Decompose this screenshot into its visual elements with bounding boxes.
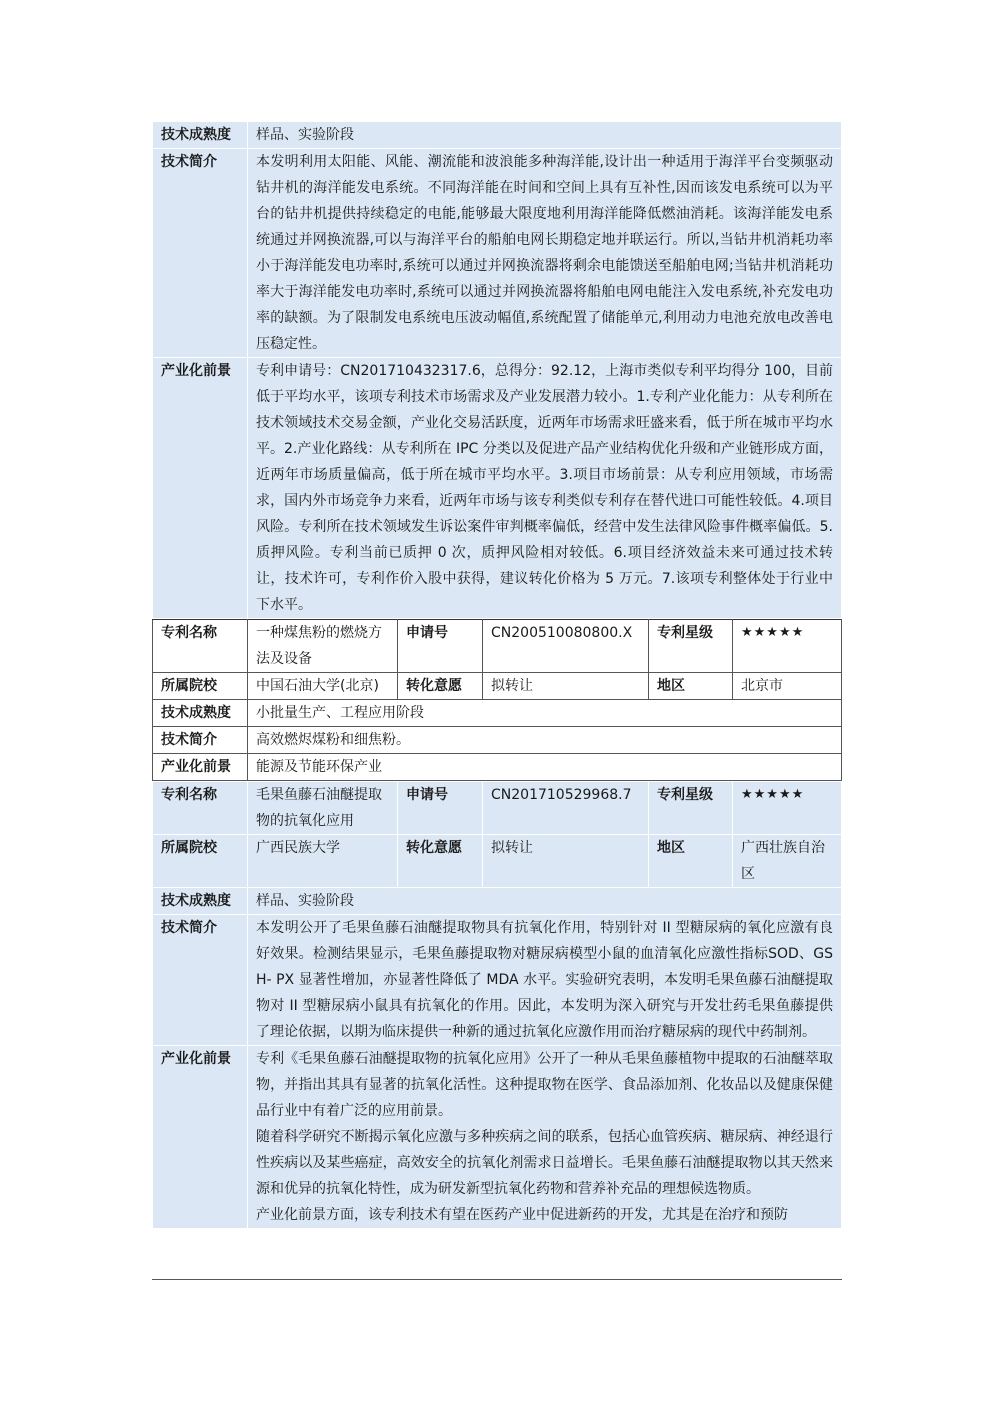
label-star: 专利星级	[649, 782, 733, 835]
row-prospect	[153, 358, 842, 619]
value-school: 中国石油大学(北京)	[248, 673, 398, 700]
value-intent: 拟转让	[483, 835, 649, 888]
value-prospect	[248, 1046, 842, 1229]
row-maturity	[153, 888, 842, 915]
value-app-no: CN201710529968.7	[483, 782, 649, 835]
value-maturity: 样品、实验阶段	[248, 888, 842, 915]
label-prospect: 产业化前景	[153, 358, 248, 619]
row-prospect	[153, 1046, 842, 1229]
label-app-no: 申请号	[398, 620, 483, 673]
value-maturity: 样品、实验阶段	[248, 122, 842, 149]
value-summary: 高效燃烬煤粉和细焦粉。	[248, 727, 842, 754]
value-region: 北京市	[733, 673, 842, 700]
value-maturity: 小批量生产、工程应用阶段	[248, 700, 842, 727]
patent-record-1	[152, 121, 842, 619]
value-school: 广西民族大学	[248, 835, 398, 888]
prospect-paragraph-2: 随着科学研究不断揭示氧化应激与多种疾病之间的联系，包括心血管疾病、糖尿病、神经退行性疾病以及某些癌症，高效安全的抗氧化剂需求日益增长。毛果鱼藤石油醚提取物以其天然来源和优异的抗氧化特性，成为研发新型抗氧化药物和营养补充品的理想候选物质。	[256, 1129, 833, 1197]
label-prospect: 产业化前景	[153, 754, 248, 781]
row-school	[153, 835, 842, 888]
label-app-no: 申请号	[398, 782, 483, 835]
value-summary: 本发明公开了毛果鱼藤石油醚提取物具有抗氧化作用，特别针对 II 型糖尿病的氧化应激有良好效果。检测结果显示，毛果鱼藤提取物对糖尿病模型小鼠的血清氧化应激性指标SOD、GSH- PX 显著性增加，亦显著性降低了 MDA 水平。实验研究表明，本发明毛果鱼藤石油醚提取物对 II 型糖尿病小鼠具有抗氧化的作用。因此，本发明为深入研究与开发壮药毛果鱼藤提供了理论依据，以期为临床提供一种新的通过抗氧化应激作用而治疗糖尿病的现代中药制剂。	[248, 915, 842, 1046]
page-bottom-rule	[152, 1279, 842, 1280]
label-prospect: 产业化前景	[153, 1046, 248, 1229]
prospect-paragraph-3: 产业化前景方面，该专利技术有望在医药产业中促进新药的开发，尤其是在治疗和预防	[256, 1207, 788, 1223]
value-intent: 拟转让	[483, 673, 649, 700]
label-maturity: 技术成熟度	[153, 888, 248, 915]
row-maturity	[153, 122, 842, 149]
label-summary: 技术简介	[153, 149, 248, 358]
label-summary: 技术简介	[153, 915, 248, 1046]
value-star-rating: ★★★★★	[733, 782, 842, 835]
label-region: 地区	[649, 835, 733, 888]
value-region: 广西壮族自治区	[733, 835, 842, 888]
label-region: 地区	[649, 673, 733, 700]
prospect-paragraph-1: 专利《毛果鱼藤石油醚提取物的抗氧化应用》公开了一种从毛果鱼藤植物中提取的石油醚萃取物，并指出其具有显著的抗氧化活性。这种提取物在医学、食品添加剂、化妆品以及健康保健品行业中有着广泛的应用前景。	[256, 1051, 833, 1119]
row-school	[153, 673, 842, 700]
label-maturity: 技术成熟度	[153, 700, 248, 727]
row-patent-name	[153, 782, 842, 835]
patent-document	[152, 121, 842, 1229]
label-star: 专利星级	[649, 620, 733, 673]
label-summary: 技术简介	[153, 727, 248, 754]
row-summary	[153, 727, 842, 754]
value-summary: 本发明利用太阳能、风能、潮流能和波浪能多种海洋能,设计出一种适用于海洋平台变频驱动钻井机的海洋能发电系统。不同海洋能在时间和空间上具有互补性,因而该发电系统可以为平台的钻井机提供持续稳定的电能,能够最大限度地利用海洋能降低燃油消耗。该海洋能发电系统通过并网换流器,可以与海洋平台的船舶电网长期稳定地并联运行。所以,当钻井机消耗功率小于海洋能发电功率时,系统可以通过并网换流器将剩余电能馈送至船舶电网;当钻井机消耗功率大于海洋能发电功率时,系统可以通过并网换流器将船舶电网电能注入发电系统,补充发电功率的缺额。为了限制发电系统电压波动幅值,系统配置了储能单元,利用动力电池充放电改善电压稳定性。	[248, 149, 842, 358]
row-patent-name	[153, 620, 842, 673]
patent-record-3	[152, 781, 842, 1229]
row-summary	[153, 149, 842, 358]
value-star-rating: ★★★★★	[733, 620, 842, 673]
value-prospect: 专利申请号：CN201710432317.6，总得分：92.12，上海市类似专利平均得分 100，目前低于平均水平，该项专利技术市场需求及产业发展潜力较小。1.专利产业化能力：从专利所在技术领域技术交易金额，产业化交易活跃度，近两年市场需求旺盛来看，低于所在城市平均水平。2.产业化路线：从专利所在 IPC 分类以及促进产品产业结构优化升级和产业链形成方面，近两年市场质量偏高，低于所在城市平均水平。3.项目市场前景：从专利应用领域，市场需求，国内外市场竞争力来看，近两年市场与该专利类似专利存在替代进口可能性较低。4.项目风险。专利所在技术领域发生诉讼案件审判概率偏低，经营中发生法律风险事件概率偏低。5.质押风险。专利当前已质押 0 次，质押风险相对较低。6.项目经济效益未来可通过技术转让，技术许可，专利作价入股中获得，建议转化价格为 5 万元。7.该项专利整体处于行业中下水平。	[248, 358, 842, 619]
label-patent-name: 专利名称	[153, 782, 248, 835]
label-intent: 转化意愿	[398, 835, 483, 888]
label-school: 所属院校	[153, 835, 248, 888]
label-patent-name: 专利名称	[153, 620, 248, 673]
row-prospect	[153, 754, 842, 781]
value-prospect: 能源及节能环保产业	[248, 754, 842, 781]
value-patent-name: 毛果鱼藤石油醚提取物的抗氧化应用	[248, 782, 398, 835]
value-patent-name: 一种煤焦粉的燃烧方法及设备	[248, 620, 398, 673]
row-maturity	[153, 700, 842, 727]
label-intent: 转化意愿	[398, 673, 483, 700]
row-summary	[153, 915, 842, 1046]
label-school: 所属院校	[153, 673, 248, 700]
value-app-no: CN200510080800.X	[483, 620, 649, 673]
patent-record-2	[152, 619, 842, 781]
label-maturity: 技术成熟度	[153, 122, 248, 149]
